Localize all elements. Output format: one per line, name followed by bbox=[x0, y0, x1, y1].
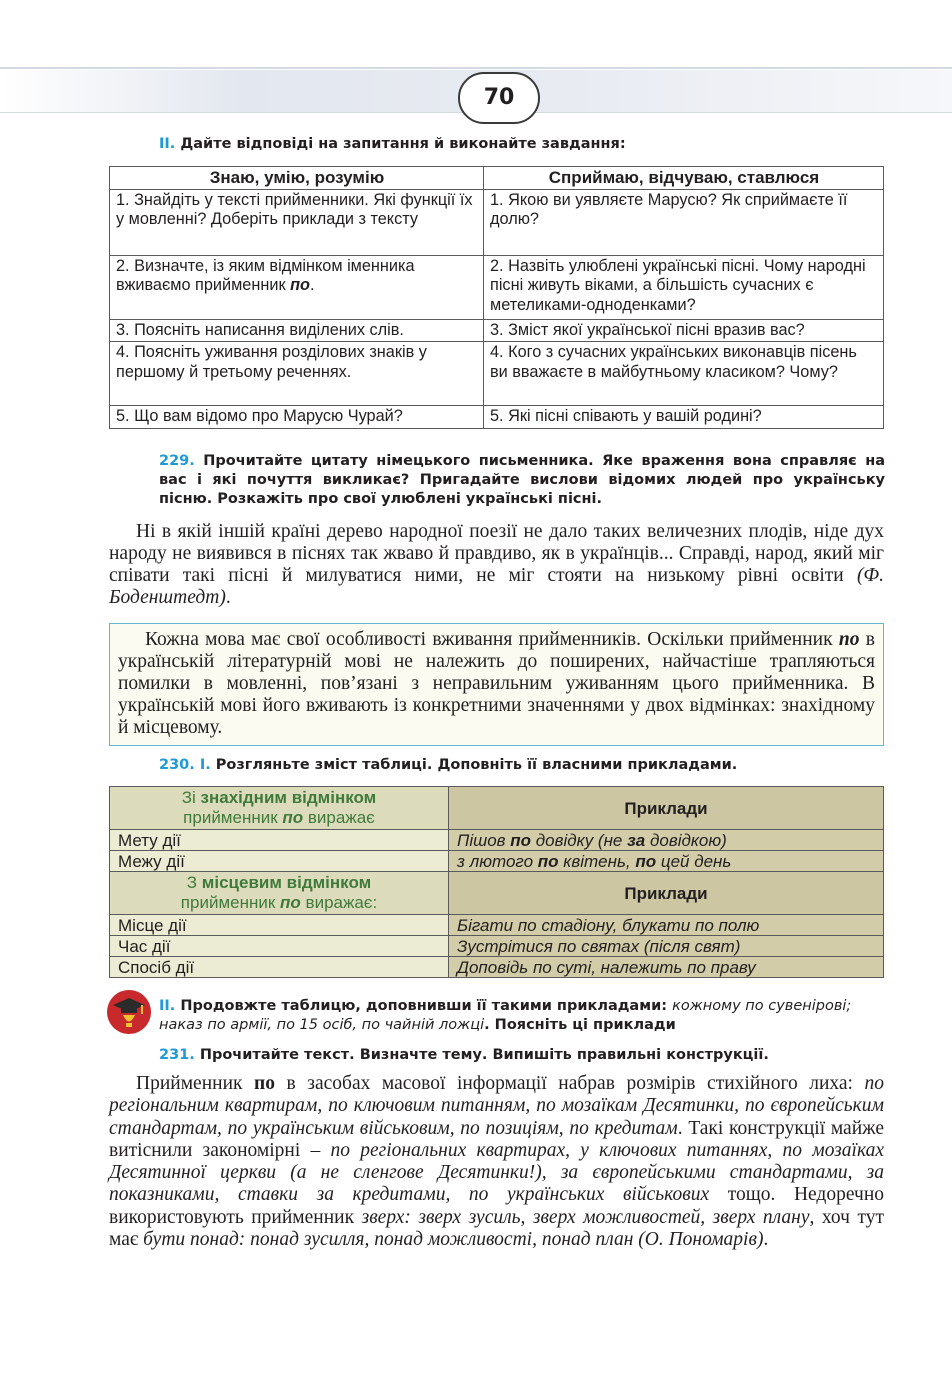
header-band-line bbox=[0, 67, 952, 69]
quote-author: (Ф. Боденштедт) bbox=[109, 565, 884, 608]
cell-text-end: . bbox=[309, 276, 315, 294]
ex-part: цей день bbox=[656, 851, 732, 871]
example-cell: Доповідь по суті, належить по праву bbox=[449, 957, 884, 978]
task-text: Дайте відповіді на запитання й виконайте завдання: bbox=[175, 136, 626, 152]
text-italic: зверх: зверх зусиль, зверх можливостей, зверх плану bbox=[361, 1206, 810, 1228]
meaning-cell: Межу дії bbox=[110, 851, 449, 872]
example-cell: Зустрітися по святах (після свят) bbox=[449, 936, 884, 957]
text-italic: по регіональних квартирах, у ключових питаннях, по мозаїках Десятинної церкви (а не сленгове Десятинки!), за європейськими стандартами, за показниками, ставки за кредитами, по українських військових bbox=[109, 1139, 885, 1206]
quote-text: Ні в якій іншій країні дерево народної поезії не дало таких величезних плодів, ніде дух народу не виявився в піснях так жваво й правдиво, як в українців... Справді, народ, який міг співати такі пісні й милуватися ними, не міг стояти на низькому рівні освіти bbox=[109, 521, 884, 586]
task-text: Продовжте таблицю, доповнивши її такими прикладами: bbox=[175, 998, 673, 1014]
meaning-cell: Спосіб дії bbox=[110, 957, 449, 978]
header-text: виражає bbox=[303, 808, 375, 827]
table-cell: 1. Якою ви уявляєте Марусю? Як сприймаєте її долю? bbox=[484, 189, 884, 255]
table-cell: 5. Які пісні співають у вашій родині? bbox=[484, 406, 884, 429]
ex-part: довідку (не bbox=[531, 830, 628, 850]
text-part: тощо. Недоречно використовують прийменник bbox=[109, 1184, 885, 1228]
ex-bold: за bbox=[627, 830, 646, 850]
examples-header: Приклади bbox=[449, 787, 884, 830]
ex-part: Пішов bbox=[457, 830, 511, 850]
highlighted-preposition: по bbox=[838, 629, 860, 650]
text-italic: по регіональним квартирам, по ключовим питанням, по мозаїкам Десятинки, по європейським стандартам, по українським військовим, по позиціям, по кредитам bbox=[109, 1073, 884, 1139]
quote-paragraph bbox=[109, 521, 884, 609]
task-text: Прочитайте текст. Визначте тему. Випишіть правильні конструкції. bbox=[194, 1047, 769, 1063]
accusative-header bbox=[110, 787, 449, 830]
page-number: 70 bbox=[458, 72, 540, 124]
highlighted-preposition: по bbox=[290, 276, 310, 294]
task-number: II. bbox=[159, 136, 176, 152]
meaning-cell: Час дії bbox=[110, 936, 449, 957]
examples-header: Приклади bbox=[449, 872, 884, 915]
task-text: Прочитайте цитату німецького письменника. Яке враження вона справляє на вас і які почуття викликає? Пригадайте вислови відомих людей про українську пісню. Розкажіть про свої улюблені українські пісні. bbox=[159, 453, 885, 507]
text-italic: бути понад: понад зусилля, понад можливості, понад план (О. Пономарів) bbox=[143, 1229, 764, 1251]
header-bold: знахідним відмінком bbox=[200, 788, 377, 807]
header-bold: місцевим відмінком bbox=[201, 873, 372, 892]
preposition-cases-table bbox=[109, 786, 884, 978]
header-text: З bbox=[186, 873, 202, 892]
column-header-perceive: Сприймаю, відчуваю, ставлюся bbox=[484, 167, 884, 190]
task-number: II. bbox=[159, 998, 176, 1014]
ex-part: довідкою) bbox=[645, 830, 727, 850]
ex-bold: по bbox=[635, 851, 657, 871]
example-cell bbox=[449, 830, 884, 851]
table-cell: 3. Поясніть написання виділених слів. bbox=[110, 319, 484, 342]
header-text: Зі bbox=[181, 788, 201, 807]
infobox-part: Кожна мова має свої особливості вживання прийменників. Оскільки прийменник bbox=[145, 629, 839, 650]
table-cell: 2. Назвіть улюблені українські пісні. Чому народні пісні живуть віками, а більшість сучасних є метеликами-одноденками? bbox=[484, 255, 884, 319]
rule-infobox bbox=[109, 623, 884, 746]
highlighted-preposition: по bbox=[280, 893, 301, 912]
meaning-cell: Мету дії bbox=[110, 830, 449, 851]
table-cell: 5. Що вам відомо про Марусю Чурай? bbox=[110, 406, 484, 429]
table-cell: 4. Кого з сучасних українських виконавців пісень ви вважаєте в майбутньому класиком? Чому? bbox=[484, 342, 884, 406]
highlighted-preposition: по bbox=[282, 808, 304, 827]
header-text: виражає: bbox=[300, 893, 378, 912]
text-part: Прийменник bbox=[136, 1073, 255, 1094]
task-text-end: . Поясніть ці приклади bbox=[484, 1017, 676, 1033]
text-231 bbox=[109, 1073, 884, 1251]
text-part: . bbox=[763, 1229, 769, 1251]
cell-text: 2. Визначте, із яким відмінком іменника вживаємо прийменник bbox=[116, 256, 415, 294]
example-cell: Бігати по стадіону, блукати по полю bbox=[449, 915, 884, 936]
task-230-heading bbox=[159, 756, 737, 775]
task-number: 231. bbox=[159, 1047, 195, 1063]
text-part: в засобах масової інформації набрав розмірів стихійного лиха: bbox=[275, 1073, 865, 1094]
meaning-cell: Місце дії bbox=[110, 915, 449, 936]
table-cell: 1. Знайдіть у тексті прийменники. Які функції їх у мовленні? Доберіть приклади з тексту bbox=[110, 189, 484, 255]
task-number: 229. bbox=[159, 453, 195, 469]
header-text: прийменник bbox=[180, 893, 281, 912]
table-cell: 3. Зміст якої української пісні вразив вас? bbox=[484, 319, 884, 342]
task-229 bbox=[159, 452, 885, 509]
task-number: 230. I. bbox=[159, 757, 211, 773]
header-text: прийменник bbox=[183, 808, 283, 827]
task-231-heading bbox=[159, 1046, 769, 1065]
locative-header bbox=[110, 872, 449, 915]
example-cell bbox=[449, 851, 884, 872]
text-bold: по bbox=[254, 1073, 276, 1094]
ex-part: з лютого bbox=[457, 851, 538, 871]
task-ii-heading bbox=[159, 135, 626, 154]
task-230-ii bbox=[159, 997, 887, 1035]
infobox-part: в українській літературній мові не належить до поширених, найчастіше трапляються помилки в мовленні, пов’язані з неправильним уживанням цього прийменника. В українській мові його вживають із конкретними значеннями у двох відмінках: знахідному й місцевому. bbox=[118, 629, 875, 738]
table-cell: 4. Поясніть уживання розділових знаків у першому й третьому реченнях. bbox=[110, 342, 484, 406]
quote-end: . bbox=[225, 587, 231, 608]
ex-part: квітень, bbox=[558, 851, 636, 871]
table-cell bbox=[110, 255, 484, 319]
infobox-text bbox=[118, 629, 875, 739]
column-header-know: Знаю, умію, розумію bbox=[110, 167, 484, 190]
ex-bold: по bbox=[537, 851, 559, 871]
text-part: . Такі конструкції майже витіснили закономірні – bbox=[109, 1117, 884, 1161]
ex-bold: по bbox=[510, 830, 532, 850]
task-text: Розгляньте зміст таблиці. Доповніть її власними прикладами. bbox=[210, 757, 738, 773]
graduation-cap-icon bbox=[107, 990, 151, 1034]
text-part: , хоч тут має bbox=[109, 1206, 884, 1251]
task-examples: кожному по сувенірові; наказ по армії, по 15 осіб, по чайній ложці bbox=[159, 998, 852, 1033]
questions-table bbox=[109, 166, 884, 429]
